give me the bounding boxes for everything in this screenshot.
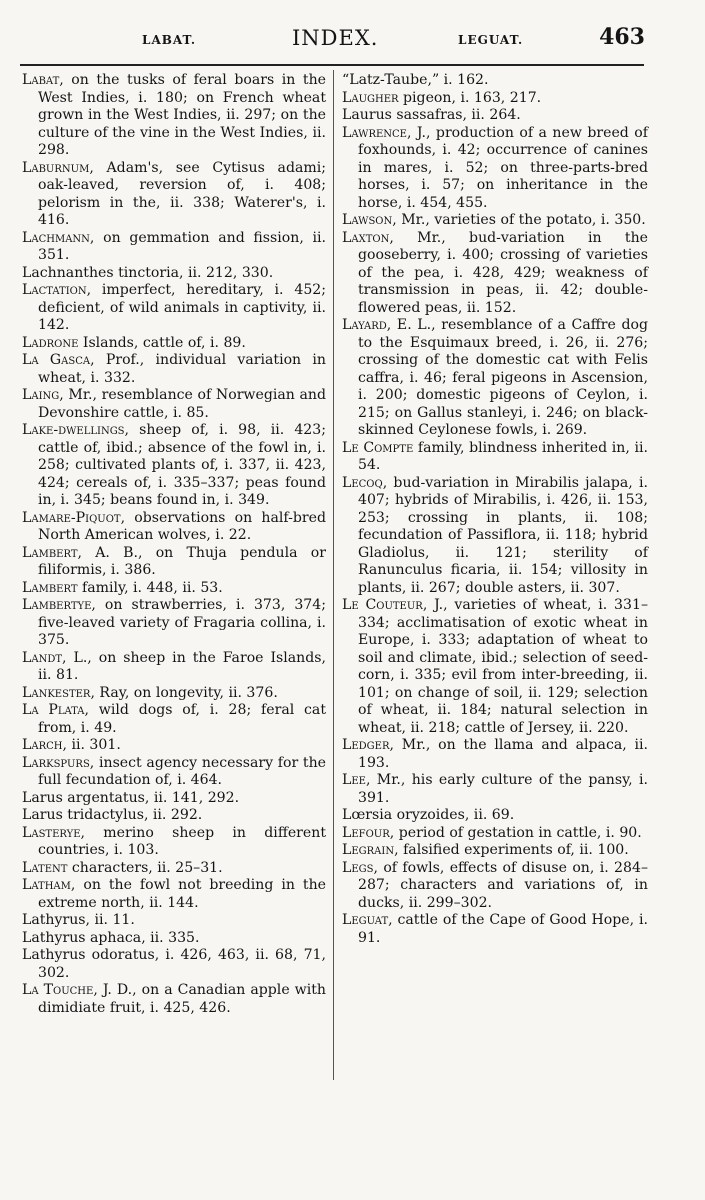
index-entry <box>342 230 648 318</box>
entry-text: , ii. 301. <box>62 737 121 753</box>
entry-text: , Ray, on longevity, ii. 376. <box>90 684 278 701</box>
index-entry <box>342 212 648 230</box>
index-entry <box>22 860 326 878</box>
index-entry <box>342 842 648 860</box>
entry-heading: Ladrone <box>22 334 79 351</box>
entry-text: , Mr., varieties of the potato, i. 350. <box>392 212 646 228</box>
entry-text: , on gemmation and fission, ii. 351. <box>38 229 326 263</box>
entry-heading: Larkspurs <box>22 754 90 771</box>
index-entry <box>342 440 648 475</box>
entry-text: Islands, cattle of, i. 89. <box>78 334 246 351</box>
entry-heading: Lake-dwellings <box>22 422 125 438</box>
entry-text: Larus argentatus, ii. 141, 292. <box>22 789 240 806</box>
entry-text: , E. L., resemblance of a Caffre dog to the Esquimaux breed, i. 26, ii. 276; crossing of the domestic cat with Felis caffra, i. 46; feral pigeons in Ascension, i. 200; domestic pigeons of Ceylon, i. 215; on Gallus stanleyi, i. 246; on black-skinned Ceylonese fowls, i. 269. <box>358 317 648 438</box>
index-entry <box>22 825 326 860</box>
entry-text: , A. B., on Thuja pendula or filiformis, i. 386. <box>38 544 326 578</box>
index-entry <box>22 912 326 930</box>
entry-text: , on strawberries, i. 373, 374; five-leaved variety of Fragaria collina, i. 375. <box>38 597 326 648</box>
entry-text: Lœrsia oryzoides, ii. 69. <box>342 807 515 823</box>
index-entry <box>22 230 326 265</box>
entry-text: Laurus sassafras, ii. 264. <box>342 107 521 123</box>
entry-text: family, i. 448, ii. 53. <box>77 579 223 596</box>
entry-heading: Landt <box>22 649 63 666</box>
index-entry <box>342 912 648 947</box>
index-entry <box>342 597 648 737</box>
index-entry <box>22 352 326 387</box>
entry-heading: Lamare-Piquot <box>22 509 121 526</box>
index-entry <box>22 877 326 912</box>
index-entry <box>22 930 326 948</box>
index-entry <box>22 790 326 808</box>
index-entry <box>342 475 648 598</box>
index-entry <box>342 807 648 825</box>
entry-text: characters, ii. 25–31. <box>67 859 223 876</box>
entry-heading: Laing <box>22 387 60 403</box>
index-entry <box>22 545 326 580</box>
entry-text: , sheep of, i. 98, ii. 423; cattle of, ibid.; absence of the fowl in, i. 258; cultivated plants of, i. 337, ii. 423, 424; cereals of, i. 335–337; peas found in, i. 345; beans found in, i. 349. <box>38 422 326 508</box>
index-entry <box>22 807 326 825</box>
entry-text: , Prof., individual variation in wheat, i. 332. <box>38 352 327 386</box>
index-column-left <box>22 72 326 1017</box>
entry-heading: Larch <box>22 737 63 753</box>
index-entry <box>22 737 326 755</box>
page-number: 463 <box>599 24 645 50</box>
entry-text: , Adam's, see Cytisus adami; oak-leaved, reversion of, i. 408; pelorism in the, ii. 338; Waterer's, i. 416. <box>38 159 326 228</box>
entry-heading: Lasterye <box>22 824 81 841</box>
entry-text: , on the tusks of feral boars in the West Indies, i. 180; on French wheat grown in the West Indies, ii. 297; on the culture of the vine in the West Indies, ii. 298. <box>38 72 326 158</box>
page-header <box>20 26 645 56</box>
entry-text: , on the fowl not breeding in the extreme north, ii. 144. <box>38 877 326 911</box>
index-entry <box>342 737 648 772</box>
entry-text: , J. D., on a Canadian apple with dimidiate fruit, i. 425, 426. <box>38 982 326 1016</box>
entry-heading: Lactation <box>22 282 87 298</box>
entry-heading: Lawrence <box>342 124 407 141</box>
header-right-catchword: LEGUAT. <box>458 33 524 47</box>
entry-heading: Latham <box>22 877 71 893</box>
index-entry <box>22 947 326 982</box>
entry-heading: La Plata <box>22 702 85 718</box>
entry-text: , bud-variation in Mirabilis jalapa, i. 407; hybrids of Mirabilis, i. 426, ii. 153, 253; crossing in plants, ii. 108; fecundation of Passiflora, ii. 118; hybrid Gladiolus, ii. 121; sterility of Ranunculus ficaria, ii. 154; villosity in plants, ii. 267; double asters, ii. 307. <box>358 474 648 596</box>
entry-heading: La Gasca <box>22 352 91 368</box>
entry-heading: Laxton <box>342 229 390 246</box>
entry-heading: Legrain <box>342 842 395 858</box>
index-entry <box>22 580 326 598</box>
entry-heading: Laugher <box>342 89 399 106</box>
index-entry <box>22 510 326 545</box>
entry-text: family, blindness inherited in, ii. 54. <box>358 439 648 473</box>
entry-text: Lathyrus odoratus, i. 426, 463, ii. 68, 71, 302. <box>22 947 326 981</box>
entry-heading: Lee <box>342 772 366 788</box>
entry-heading: Latent <box>22 859 68 876</box>
entry-heading: Laburnum <box>22 159 90 176</box>
index-entry <box>22 755 326 790</box>
entry-text: , observations on half-bred North American wolves, i. 22. <box>38 509 326 543</box>
header-rule <box>20 64 644 66</box>
index-entry <box>22 72 326 160</box>
index-entry <box>22 422 326 510</box>
index-entry <box>342 107 648 125</box>
entry-heading: Legs <box>342 859 374 876</box>
entry-text: , Mr., on the llama and alpaca, ii. 193. <box>358 737 648 771</box>
index-entry <box>22 387 326 422</box>
entry-text: “Latz-Taube,” i. 162. <box>342 72 489 88</box>
entry-heading: La Touche <box>22 982 94 998</box>
index-entry <box>342 772 648 807</box>
column-divider <box>333 70 334 1080</box>
entry-heading: Le Couteur <box>342 597 423 613</box>
index-entry <box>342 72 648 90</box>
entry-text: , wild dogs of, i. 28; feral cat from, i. 49. <box>38 702 326 736</box>
entry-heading: Ledger <box>342 737 390 753</box>
index-entry <box>22 982 326 1017</box>
index-entry <box>342 125 648 213</box>
entry-heading: Layard <box>342 317 387 333</box>
index-entry <box>342 317 648 440</box>
entry-heading: Lankester <box>22 684 91 701</box>
entry-text: , cattle of the Cape of Good Hope, i. 91. <box>358 912 648 946</box>
index-entry <box>22 597 326 650</box>
entry-text: , Mr., bud-variation in the gooseberry, i. 400; crossing of varieties of the pea, i. 428, 429; weakness of transmission in peas, ii. 42; double-flowered peas, ii. 152. <box>358 229 648 316</box>
entry-text: , Mr., his early culture of the pansy, i. 391. <box>358 772 648 806</box>
entry-heading: Lawson <box>342 212 393 228</box>
entry-text: , falsified experiments of, ii. 100. <box>394 842 629 858</box>
entry-text: , J., production of a new breed of foxhounds, i. 42; occurrence of canines in mares, i. 52; on three-parts-bred horses, i. 57; on inheritance in the horse, i. 454, 455. <box>358 124 648 211</box>
entry-heading: Lambertye <box>22 597 92 613</box>
entry-heading: Lefour <box>342 824 390 841</box>
entry-text: , of fowls, effects of disuse on, i. 284–287; characters and variations of, in ducks, ii. 299–302. <box>358 859 648 911</box>
entry-heading: Le Compte <box>342 439 414 456</box>
entry-text: pigeon, i. 163, 217. <box>398 89 542 106</box>
index-entry <box>342 90 648 108</box>
entry-text: , L., on sheep in the Faroe Islands, ii. 81. <box>38 649 326 683</box>
entry-text: , Mr., resemblance of Norwegian and Devonshire cattle, i. 85. <box>38 387 326 421</box>
entry-text: , imperfect, hereditary, i. 452; deficient, of wild animals in captivity, ii. 142. <box>38 282 326 333</box>
entry-heading: Lambert <box>22 544 78 561</box>
index-entry <box>22 265 326 283</box>
entry-text: , J., varieties of wheat, i. 331–334; acclimatisation of exotic wheat in Europe, i. 333; adaptation of wheat to soil and climate, ibid.; selection of seed-corn, i. 335; evil from inter-breeding, ii. 101; on change of soil, ii. 129; selection of wheat, ii. 184; natural selection in wheat, ii. 218; cattle of Jersey, ii. 220. <box>358 597 649 736</box>
entry-text: , period of gestation in cattle, i. 90. <box>389 824 642 841</box>
index-entry <box>342 860 648 913</box>
index-entry <box>22 650 326 685</box>
index-entry <box>22 335 326 353</box>
header-left-catchword: LABAT. <box>142 33 197 47</box>
entry-text: Lachnanthes tinctoria, ii. 212, 330. <box>22 264 274 281</box>
entry-heading: Lecoq <box>342 474 383 491</box>
entry-heading: Leguat <box>342 912 389 928</box>
index-entry <box>22 702 326 737</box>
entry-heading: Lachmann <box>22 229 90 246</box>
entry-heading: Labat <box>22 72 60 88</box>
entry-text: Lathyrus aphaca, ii. 335. <box>22 929 200 946</box>
index-entry <box>22 685 326 703</box>
page-title: INDEX. <box>292 26 379 50</box>
entry-heading: Lambert <box>22 579 78 596</box>
entry-text: Larus tridactylus, ii. 292. <box>22 807 203 823</box>
index-entry <box>22 160 326 230</box>
entry-text: , merino sheep in different countries, i. 103. <box>38 824 326 858</box>
index-entry <box>22 282 326 335</box>
entry-text: Lathyrus, ii. 11. <box>22 912 135 928</box>
entry-text: , insect agency necessary for the full fecundation of, i. 464. <box>38 754 326 788</box>
index-column-right <box>342 72 648 947</box>
index-entry <box>342 825 648 843</box>
